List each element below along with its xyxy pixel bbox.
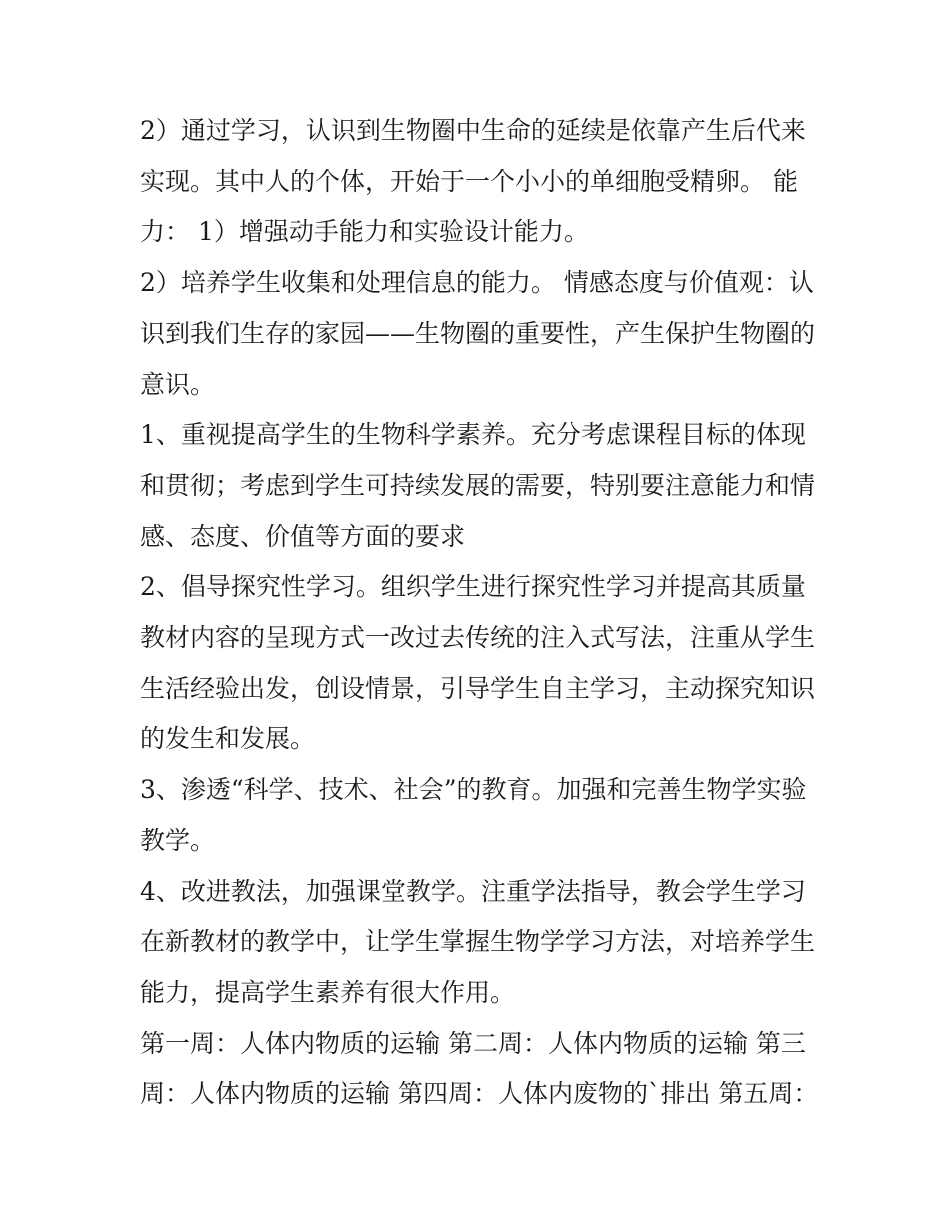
paragraph-measure-3: 3、渗透“科学、技术、社会”的教育。加强和完善生物学实验教学。 <box>140 775 807 855</box>
paragraph-schedule: 第一周：人体内物质的运输 第二周：人体内物质的运输 第三周：人体内物质的运输 第四周：人体内废物的`排出 第五周： <box>140 1028 819 1109</box>
paragraph-measure-1: 1、重视提高学生的生物科学素养。充分考虑课程目标的体现和贯彻；考虑到学生可持续发展的需要，特别要注意能力和情感、态度、价值等方面的要求 <box>140 420 816 551</box>
paragraph-measure-4: 4、改进教法，加强课堂教学。注重学法指导，教会学生学习在新教材的教学中，让学生掌握生物学学习方法，对培养学生能力，提高学生素养有很大作用。 <box>140 876 816 1007</box>
paragraph-objectives-ability: 2）培养学生收集和处理信息的能力。 情感态度与价值观：认识到我们生存的家园——生物圈的重要性，产生保护生物圈的意识。 <box>140 268 816 399</box>
paragraph-objectives-knowledge: 2）通过学习，认识到生物圈中生命的延续是依靠产生后代来实现。其中人的个体，开始于一个小小的单细胞受精卵。 能力： 1）增强动手能力和实验设计能力。 <box>140 116 806 247</box>
document-body <box>140 106 820 1120</box>
paragraph-measure-2: 2、倡导探究性学习。组织学生进行探究性学习并提高其质量教材内容的呈现方式一改过去传统的注入式写法，注重从学生生活经验出发，创设情景，引导学生自主学习，主动探究知识的发生和发展。 <box>140 572 816 754</box>
